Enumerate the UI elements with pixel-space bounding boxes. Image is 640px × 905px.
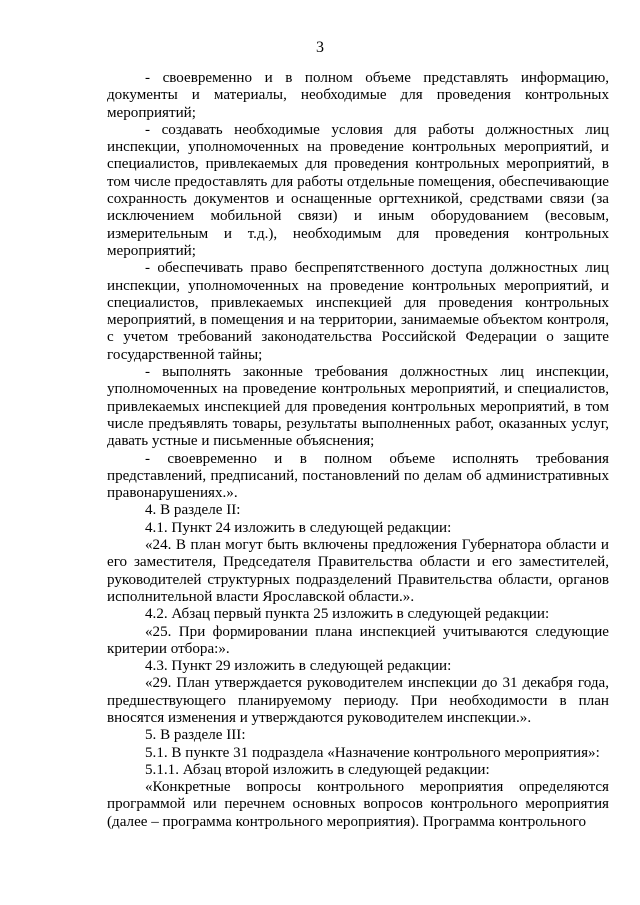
paragraph: - создавать необходимые условия для работы должностных лиц инспекции, уполномоченных на проведение контрольных мероприятий, и специалистов, привлекаемых для проведения контрольных мероприятий, в том числе предоставлять для работы отдельные помещения, обеспечивающие сохранность документов и оснащенные оргтехникой, средствами связи (за исключением мобильной связи) и иным оборудованием (весовым, измерительным и т.д.), необходимым для проведения контрольных мероприятий;: [107, 121, 609, 259]
paragraph: 5.1.1. Абзац второй изложить в следующей редакции:: [145, 761, 490, 778]
paragraph: - своевременно и в полном объеме исполнять требования представлений, предписаний, постановлений по делам об административных правонарушениях.».: [107, 450, 609, 502]
page-number: 3: [316, 39, 324, 56]
paragraph: 4.2. Абзац первый пункта 25 изложить в следующей редакции:: [145, 606, 550, 623]
paragraph: - выполнять законные требования должностных лиц инспекции, уполномоченных на проведение контрольных мероприятий, и специалистов, привлекаемых инспекцией для проведения контрольных мероприятий, в том числе предъявлять товары, результаты выполненных работ, оказанных услуг, давать устные и письменные объяснения;: [107, 364, 609, 450]
paragraph: 5.1. В пункте 31 подраздела «Назначение контрольного мероприятия»:: [145, 744, 600, 761]
paragraph: «Конкретные вопросы контрольного мероприятия определяются программой или перечнем основных вопросов контрольного мероприятия (далее – программа контрольного мероприятия). Программа контрольного: [107, 779, 609, 830]
paragraph: 4. В разделе II:: [145, 502, 241, 519]
paragraph: 4.1. Пункт 24 изложить в следующей редакции:: [145, 519, 452, 536]
paragraph: 5. В разделе III:: [145, 727, 246, 744]
paragraph: «24. В план могут быть включены предложения Губернатора области и его заместителя, Председателя Правительства области и его заместителей, руководителей структурных подразделений Правительства области, органов исполнительной власти Ярославской области.».: [107, 537, 609, 605]
paragraph: - обеспечивать право беспрепятственного доступа должностных лиц инспекции, уполномоченных на проведение контрольных мероприятий, и специалистов, привлекаемых инспекцией для проведения контрольных мероприятий, в помещения и на территории, занимаемые объектом контроля, с учетом требований законодательства Российской Федерации о защите государственной тайны;: [107, 260, 609, 363]
paragraph: «29. План утверждается руководителем инспекции до 31 декабря года, предшествующего планируемому периоду. При необходимости в план вносятся изменения и утверждаются руководителем инспекции.».: [107, 675, 609, 726]
paragraph: 4.3. Пункт 29 изложить в следующей редакции:: [145, 658, 452, 675]
paragraph: - своевременно и в полном объеме представлять информацию, документы и материалы, необходимые для проведения контрольных мероприятий;: [107, 70, 609, 121]
paragraph: «25. При формировании плана инспекцией учитываются следующие критерии отбора:».: [107, 623, 609, 657]
document-body: [107, 70, 609, 831]
